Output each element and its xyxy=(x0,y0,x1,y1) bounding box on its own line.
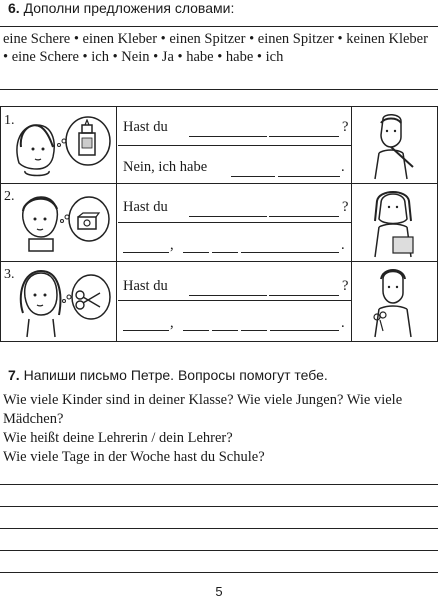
row-3-question-label: Hast du xyxy=(123,278,168,294)
row-1-answer-start: Nein, ich habe xyxy=(123,159,208,175)
row-3-comma: , xyxy=(170,315,174,331)
row-1-answer-blank-1[interactable] xyxy=(231,176,275,177)
writing-line-4[interactable] xyxy=(0,550,438,551)
row-3-period: . xyxy=(341,315,345,331)
row-2-question-label: Hast du xyxy=(123,199,168,215)
row-1-period: . xyxy=(341,159,345,175)
grid-divider-left xyxy=(116,107,117,341)
glue-bottle-icon xyxy=(73,119,103,159)
row-3-number: 3. xyxy=(4,267,15,282)
row-2-question-blank-2[interactable] xyxy=(269,216,339,217)
row-2-question-mark: ? xyxy=(342,199,349,215)
grid-divider-right xyxy=(351,107,352,341)
task-7-instruction: Напиши письмо Петре. Вопросы помогут тебе. xyxy=(23,367,328,383)
task-7-number: 7. xyxy=(8,367,20,383)
row-3-answer-blank-3[interactable] xyxy=(212,330,238,331)
row-1-answer-blank-2[interactable] xyxy=(278,176,340,177)
row-2-subdivider xyxy=(118,222,351,223)
boy-with-flower-icon xyxy=(363,265,431,339)
row-2-answer-blank-2[interactable] xyxy=(183,252,209,253)
row-1-question-mark: ? xyxy=(342,119,349,135)
row-1-question-blank-1[interactable] xyxy=(189,136,267,137)
pencil-sharpener-icon xyxy=(73,207,103,237)
row-2-answer-blank-4[interactable] xyxy=(241,252,339,253)
row-3-question-blank-2[interactable] xyxy=(269,295,339,296)
row-2-number: 2. xyxy=(4,189,15,204)
word-bank-box xyxy=(0,26,438,90)
row-2-comma: , xyxy=(170,237,174,253)
task-7-questions: Wie viele Kinder sind in deiner Klasse? Wie viele Jungen? Wie viele Mädchen? Wie heißt deine Lehrerin / dein Lehrer? Wie viele Tage in der Woche hast du Schule? xyxy=(3,392,403,465)
grid-row-divider-1 xyxy=(1,183,437,184)
boy-with-ruler-icon xyxy=(361,111,431,181)
task-6-number: 6. xyxy=(8,0,20,16)
row-2-answer-blank-1[interactable] xyxy=(123,252,169,253)
scissors-icon xyxy=(73,285,103,315)
page-number: 5 xyxy=(215,584,223,599)
row-3-answer-blank-1[interactable] xyxy=(123,330,169,331)
task-6-title xyxy=(8,0,234,17)
row-2-period: . xyxy=(341,237,345,253)
row-1-number: 1. xyxy=(4,113,15,128)
writing-line-1[interactable] xyxy=(0,484,438,485)
row-3-question-blank-1[interactable] xyxy=(189,295,267,296)
row-2-answer-blank-3[interactable] xyxy=(212,252,238,253)
row-3-answer-blank-4[interactable] xyxy=(241,330,267,331)
row-3-subdivider xyxy=(118,300,351,301)
girl-with-book-icon xyxy=(363,187,431,259)
task-7-title xyxy=(8,367,328,383)
row-1-question-blank-2[interactable] xyxy=(269,136,339,137)
task-6-instruction: Дополни предложения словами: xyxy=(23,0,235,16)
word-bank-text: eine Schere • einen Kleber • einen Spitzer • einen Spitzer • keinen Kleber • eine Schere • ich • Nein • Ja • habe • habe • ich xyxy=(3,31,428,65)
grid-row-divider-2 xyxy=(1,261,437,262)
row-3-answer-blank-5[interactable] xyxy=(270,330,339,331)
writing-line-5[interactable] xyxy=(0,572,438,573)
writing-line-2[interactable] xyxy=(0,506,438,507)
row-3-answer-blank-2[interactable] xyxy=(183,330,209,331)
row-2-question-blank-1[interactable] xyxy=(189,216,267,217)
row-3-question-mark: ? xyxy=(342,278,349,294)
row-1-question-label: Hast du xyxy=(123,119,168,135)
row-1-subdivider xyxy=(118,145,351,146)
writing-line-3[interactable] xyxy=(0,528,438,529)
exercise-grid xyxy=(0,106,438,342)
